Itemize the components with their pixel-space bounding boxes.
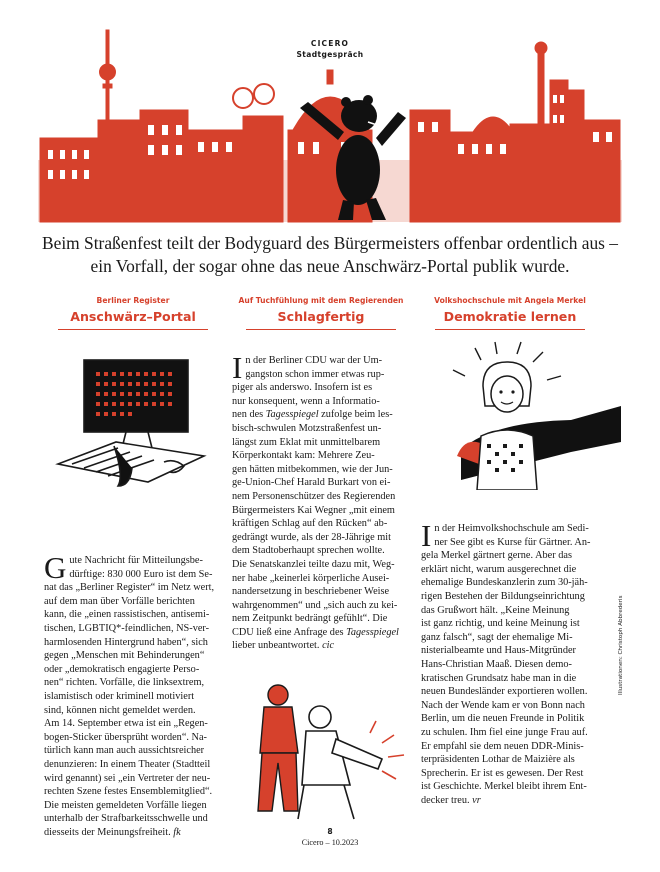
body-line: nem Personenschützer des Regierenden: [232, 490, 396, 502]
body-line: längst zum Eklat mit unmittelbarem: [232, 436, 381, 448]
body-line: nen“ richten. Vorfälle, die linksextrem,: [44, 677, 205, 689]
article-kicker: Auf Tuchfühlung mit dem Regierenden: [238, 296, 404, 305]
body-line: Hans-Christian Maaß. Diesen demo-: [421, 658, 572, 670]
body-line: nen des: [232, 409, 266, 421]
computer-illustration: [44, 336, 222, 496]
lead-headline: Beim Straßenfest teilt der Bodyguard des Bürgermeisters offenbar ordentlich aus – ein Vorfall, der sogar ohne das neue Anschwärz-Portal publik wurde.: [42, 233, 618, 276]
body-line: CDU ließ eine Anfrage des: [232, 626, 347, 638]
body-line: erklärt nicht, warum ausgerechnet die: [421, 563, 577, 575]
page-number: 8: [327, 827, 333, 836]
body-line: ge-Union-Chef Harald Burkart von ei-: [232, 477, 391, 489]
body-line: islamistisch oder kriminell motiviert: [44, 690, 195, 702]
body-line: nandersetzung in beschriebener Weise: [232, 586, 390, 598]
body-line: gen hätten mitbekommen, wie der Jun-: [232, 463, 393, 475]
body-line: rigen Bestehen der Bildungseinrichtung: [421, 590, 585, 602]
body-line: harmlosenden Hintergrund haben“, sich: [44, 636, 208, 648]
body-line: kräftigen Schlag auf den Rücken“ ab-: [232, 518, 388, 530]
body-line: oder „demokratisch engagierte Perso-: [44, 663, 200, 675]
berlin-skyline-illustration: [38, 20, 622, 225]
body-line: neuen Bundesländer exportieren wollen.: [421, 686, 588, 698]
body-line: gela Merkel gärtnert gerne. Aber das: [421, 550, 572, 562]
newspaper-name: Tagesspiegel: [265, 409, 319, 421]
body-line: wird genannt) sei „ein Vertreter der neu-: [44, 772, 211, 784]
body-line: tischen, LGBTIQ*-feindlichen, NS-ver-: [44, 622, 210, 634]
body-line: diesseits der Meinungsfreiheit.: [44, 826, 171, 838]
brand-name: CICERO: [310, 39, 350, 48]
body-line: unterhalb der Strafbarkeitsschwelle und: [44, 813, 208, 825]
section-name: Stadtgespräch: [296, 50, 364, 59]
body-line: ner habe „keinerlei körperliche Ausei-: [232, 572, 390, 584]
body-line: Nach der Wende kam er von Bonn nach: [421, 699, 585, 711]
article-schlagfertig: [232, 296, 410, 823]
article-title: Demokratie lernen: [443, 309, 577, 324]
body-line: zufolge beim les-: [318, 409, 393, 421]
body-line: ganz falsch“, sagt der ehemalige Mi-: [421, 631, 573, 643]
body-line: das Grußwort hält. „Keine Meinung: [421, 604, 570, 616]
body-line: ist ganz richtig, und keine Meinung ist: [421, 618, 580, 630]
article-title: Anschwärz–Portal: [70, 309, 196, 324]
article-body: [421, 518, 599, 807]
drop-cap: I: [421, 518, 432, 553]
title-underline: [435, 329, 585, 330]
body-line: terpräsidenten Lothar de Maizière als: [421, 754, 575, 766]
article-title: Schlagfertig: [277, 309, 365, 324]
body-line: kratischen Grundsatz habe man in die: [421, 672, 577, 684]
body-line: nur konsequent, wenn a Informatio-: [232, 395, 380, 407]
body-line: ute Nachricht für Mitteilungsbe-: [69, 555, 203, 566]
body-line: Er empfahl sie dem neuen DDR-Minis-: [421, 740, 584, 752]
body-line: lieber unbeantwortet.: [232, 640, 320, 652]
body-line: Die Senatskanzlei teilte dazu mit, Weg-: [232, 558, 395, 570]
publication-issue: Cicero – 10.2023: [301, 838, 359, 847]
body-line: nat das „Berliner Register“ im Netz wert,: [44, 582, 215, 594]
body-line: kann, die „einen rassistischen, antisemi-: [44, 609, 210, 621]
title-underline: [246, 329, 396, 330]
illustration-credit: Illustrationen: Christoph Abbrederis: [618, 595, 624, 695]
body-line: Sprecherin. Er ist es gewesen. Der Rest: [421, 767, 584, 779]
body-line: dem Stadtoberhaupt sprechen wollte.: [232, 545, 385, 557]
body-line: decker treu.: [421, 794, 470, 806]
body-line: Bürgermeisters Kai Wegner „mit einem: [232, 504, 395, 516]
newspaper-name: Tagesspiegel: [346, 626, 399, 638]
body-line: gedrängt wurde, als der 28-Jährige mit: [232, 531, 391, 543]
body-line: Körperkontakt kam: Mehrere Zeu-: [232, 450, 375, 462]
body-line: bogen-Sticker übersprüht worden“. Na-: [44, 731, 207, 743]
body-line: denunzieren: In einem Theater (Stadtteil: [44, 758, 211, 770]
author-signature: fk: [173, 826, 181, 838]
body-line: bisch-schwulen Motzstraßenfest un-: [232, 422, 382, 434]
author-signature: vr: [472, 794, 481, 806]
body-line: nisterialbeamte und Haus-Mitgründer: [421, 645, 576, 657]
body-line: piger als anderswo. Insofern ist es: [232, 382, 373, 394]
article-body: [44, 550, 222, 839]
drop-cap: I: [232, 350, 243, 385]
body-line: dürftige: 830 000 Euro ist dem Se-: [69, 568, 213, 580]
body-line: Am 14. September etwa ist ein „Regen-: [44, 718, 208, 730]
article-kicker: Berliner Register: [96, 296, 170, 305]
article-demokratie-lernen: [421, 296, 599, 807]
body-line: ner See gibt es Kurse für Gärtner. An-: [434, 536, 591, 548]
body-line: wahrgenommen“ und „sich auch zu kei-: [232, 599, 398, 611]
body-line: nem Zeitpunkt bedrängt gefühlt“. Die: [232, 613, 388, 625]
body-line: Die meisten gemeldeten Vorfälle liegen: [44, 799, 207, 811]
body-line: n der Berliner CDU war der Um-: [245, 355, 383, 366]
body-line: sind, können nicht gemeldet werden.: [44, 704, 196, 716]
article-anschwaerz-portal: [44, 296, 222, 839]
article-body: [232, 350, 410, 653]
author-signature: cic: [322, 640, 335, 652]
body-line: Berlin, um die neuen Freunde in Politik: [421, 713, 585, 725]
body-line: zu schulen. Ihm fiel eine junge Frau auf.: [421, 726, 588, 738]
body-line: ehemalige Bundeskanzlerin zum 30-jäh-: [421, 577, 588, 589]
body-line: n der Heimvolkshochschule am Sedi-: [434, 523, 589, 534]
article-kicker: Volkshochschule mit Angela Merkel: [434, 296, 586, 305]
drop-cap: G: [44, 550, 67, 585]
bodyguard-illustration: [232, 673, 410, 823]
body-line: gegen „Menschen mit Behinderungen“: [44, 650, 205, 662]
body-line: gangston schon immer etwas rup-: [245, 368, 385, 380]
page-footer: [0, 826, 660, 848]
body-line: türlich kann man auch aussichtsreicher: [44, 745, 205, 757]
body-line: auf dem man über Vorfälle berichten: [44, 595, 195, 607]
merkel-portrait-illustration: [421, 340, 621, 490]
body-line: ist Geschichte. Merkel bleibt ihrem Ent-: [421, 781, 587, 793]
title-underline: [58, 329, 208, 330]
body-line: rechten Szene festes Ensemblemitglied“.: [44, 786, 213, 798]
